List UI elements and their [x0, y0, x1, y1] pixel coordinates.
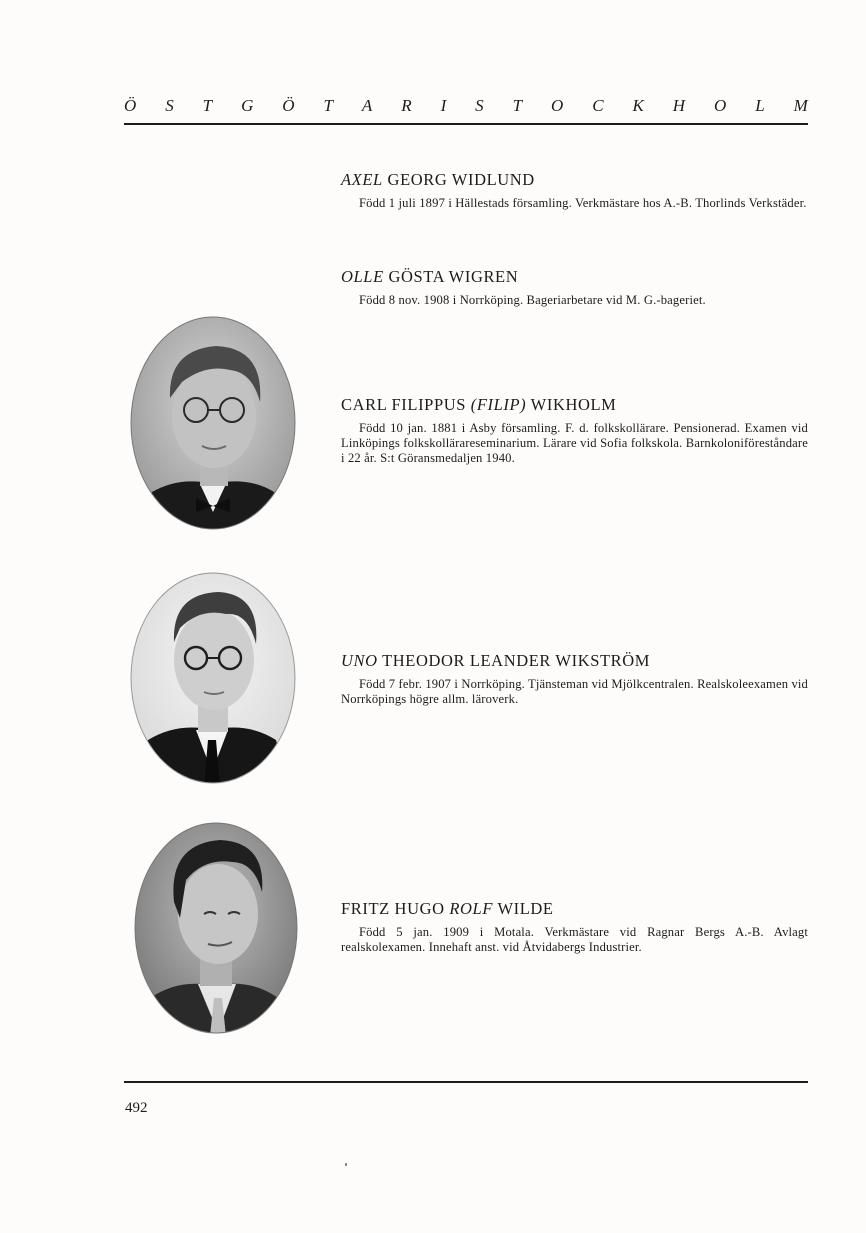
running-head	[124, 96, 808, 116]
header-letter: K	[632, 96, 644, 115]
biography-text: Född 5 jan. 1909 i Motala. Verkmästare vid Ragnar Bergs A.-B. Avlagt realskolexamen. Innehaft anst. vid Åtvidabergs Industrier.	[341, 925, 808, 954]
header-letter: S	[475, 96, 484, 115]
header-letter: O	[551, 96, 564, 115]
portrait-photo	[134, 822, 298, 1036]
header-letter: M	[793, 96, 808, 115]
name-pre: FRITZ HUGO	[341, 899, 450, 918]
biography-entry	[341, 170, 808, 211]
header-letter: T	[323, 96, 333, 115]
header-letter: Ö	[282, 96, 295, 115]
biography-entry	[341, 651, 808, 707]
name-pre: CARL FILIPPUS	[341, 395, 471, 414]
footer-rule	[124, 1081, 808, 1083]
name-rest: GÖSTA WIGREN	[383, 267, 519, 286]
name-italic-part: UNO	[341, 651, 378, 670]
header-letter: A	[361, 96, 373, 115]
portrait-photo	[130, 572, 296, 786]
header-letter: R	[401, 96, 412, 115]
paper-speck	[345, 1163, 347, 1166]
header-letter: O	[714, 96, 727, 115]
header-letter: Ö	[124, 96, 137, 115]
biography-text: Född 1 juli 1897 i Hällestads församling. Verkmästare hos A.-B. Thorlinds Verkstäder.	[359, 196, 807, 210]
header-letter: S	[165, 96, 174, 115]
header-letter: I	[440, 96, 447, 115]
portrait-photo	[130, 316, 296, 532]
header-letter: G	[241, 96, 254, 115]
header-letter: T	[202, 96, 213, 115]
name-post: WILDE	[493, 899, 554, 918]
name-italic-part: AXEL	[341, 170, 383, 189]
name-italic-part: OLLE	[341, 267, 384, 286]
header-letter: H	[672, 96, 686, 115]
biography-entry	[341, 899, 808, 955]
name-rest: THEODOR LEANDER WIKSTRÖM	[377, 651, 651, 670]
biography-text: Född 10 jan. 1881 i Asby församling. F. d. folkskollärare. Pensionerad. Examen vid Linköpings folkskollärareseminarium. Lärare vid Sofia folkskola. Barnkoloniföreståndare i 22 år. S:t Göransmedaljen 1940.	[341, 421, 808, 465]
person-name	[341, 170, 808, 190]
header-letter: T	[512, 96, 523, 115]
biography-entry	[341, 395, 808, 466]
header-letter: L	[755, 96, 765, 115]
name-rest: GEORG WIDLUND	[382, 170, 535, 189]
person-name	[341, 651, 808, 671]
person-name	[341, 267, 808, 287]
biography-text: Född 7 febr. 1907 i Norrköping. Tjänsteman vid Mjölkcentralen. Realskoleexamen vid Norrköpings högre allm. läroverk.	[341, 677, 808, 706]
header-rule	[124, 123, 808, 125]
header-letter: C	[592, 96, 604, 115]
name-post: WIKHOLM	[526, 395, 617, 414]
page-number: 492	[125, 1100, 148, 1116]
biography-text: Född 8 nov. 1908 i Norrköping. Bageriarbetare vid M. G.-bageriet.	[359, 293, 706, 307]
biography-entry	[341, 267, 808, 308]
name-italic-part: (FILIP)	[470, 395, 527, 414]
name-italic-part: ROLF	[449, 899, 494, 918]
person-name	[341, 395, 808, 415]
person-name	[341, 899, 808, 919]
